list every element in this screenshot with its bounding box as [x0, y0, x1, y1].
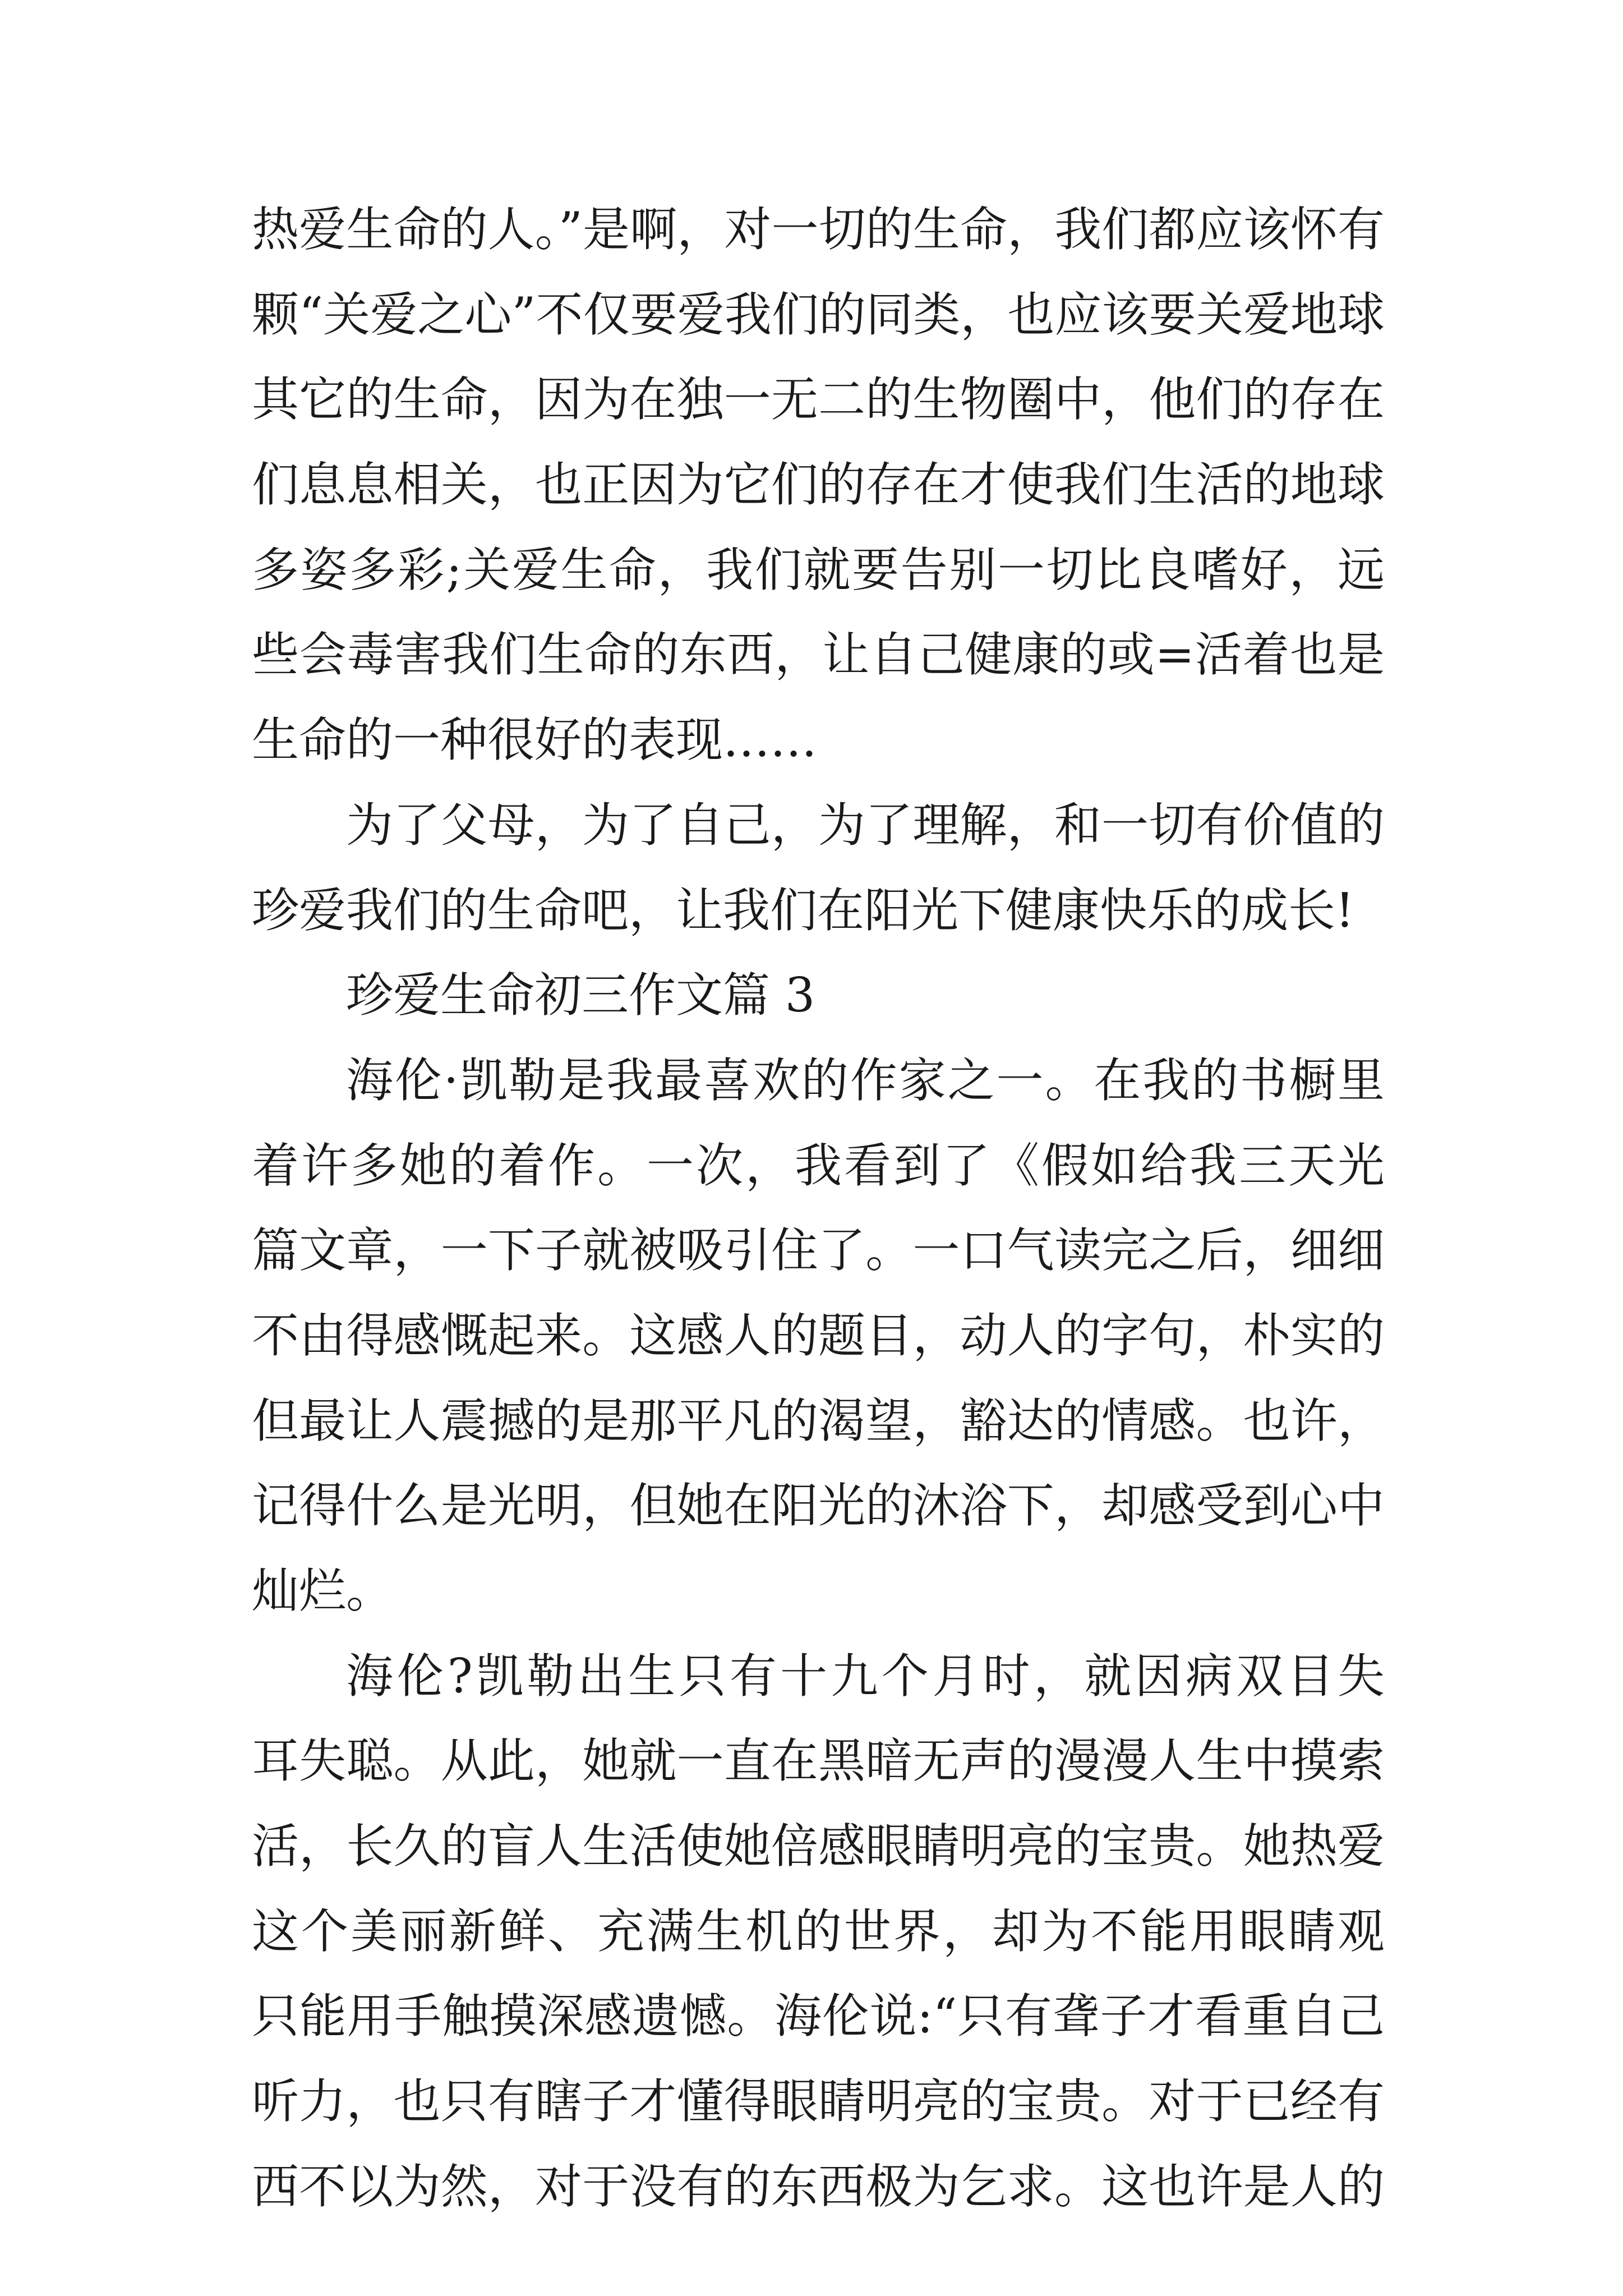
- text-line: 海伦?凯勒出生只有十九个月时，就因病双目失: [346, 1648, 1385, 1704]
- section-heading: [252, 953, 1385, 1038]
- text-line: 但最让人震撼的是那平凡的渴望，豁达的情感。也许，: [252, 1393, 1385, 1448]
- text-line: 多姿多彩;关爱生命，我们就要告别一切比良嗜好，远: [252, 542, 1385, 597]
- paragraph-3: [252, 1038, 1385, 1634]
- text-line: 不由得感慨起来。这感人的题目，动人的字句，朴实的: [252, 1308, 1385, 1363]
- text-line: 生命的一种很好的表现……: [252, 712, 818, 768]
- text-line: 篇文章，一下子就被吸引住了。一口气读完之后，细细: [252, 1223, 1385, 1278]
- document-body: [252, 187, 1385, 2230]
- text-line: 颗“关爱之心”不仅要爱我们的同类，也应该要关爱地球: [252, 287, 1385, 342]
- text-line: 活，长久的盲人生活使她倍感眼睛明亮的宝贵。她热爱: [252, 1819, 1385, 1874]
- text-line: 耳失聪。从此，她就一直在黑暗无声的漫漫人生中摸索: [252, 1733, 1385, 1789]
- text-line: 只能用手触摸深感遗憾。海伦说:“只有聋子才看重自己: [252, 1989, 1385, 2044]
- text-line: 们息息相关，也正因为它们的存在才使我们生活的地球: [252, 457, 1385, 513]
- text-line: 海伦·凯勒是我最喜欢的作家之一。在我的书橱里: [346, 1052, 1385, 1108]
- paragraph-2: [252, 783, 1385, 953]
- text-line: 为了父母，为了自己，为了理解，和一切有价值的: [346, 797, 1385, 853]
- text-line: 灿烂。: [252, 1563, 394, 1618]
- paragraph-1: [252, 187, 1385, 783]
- text-line: 这个美丽新鲜、充满生机的世界，却为不能用眼睛观: [252, 1903, 1385, 1959]
- text-line: 其它的生命，因为在独一无二的生物圈中，他们的存在: [252, 372, 1385, 427]
- paragraph-4: [252, 1634, 1385, 2230]
- text-line: 热爱生命的人。”是啊，对一切的生命，我们都应该怀有: [252, 202, 1385, 257]
- text-line: 着许多她的着作。一次，我看到了《假如给我三天光: [252, 1138, 1385, 1193]
- text-line: 记得什么是光明，但她在阳光的沐浴下，却感受到心中: [252, 1478, 1385, 1534]
- heading-text: 珍爱生命初三作文篇 3: [346, 968, 815, 1023]
- text-line: 珍爱我们的生命吧，让我们在阳光下健康快乐的成长!: [252, 882, 1354, 938]
- text-line: 听力，也只有瞎子才懂得眼睛明亮的宝贵。对于已经有: [252, 2074, 1385, 2129]
- text-line: 西不以为然，对于没有的东西极为乞求。这也许是人的: [252, 2159, 1385, 2214]
- text-line: 些会毒害我们生命的东西，让自己健康的或=活着也是: [252, 627, 1385, 683]
